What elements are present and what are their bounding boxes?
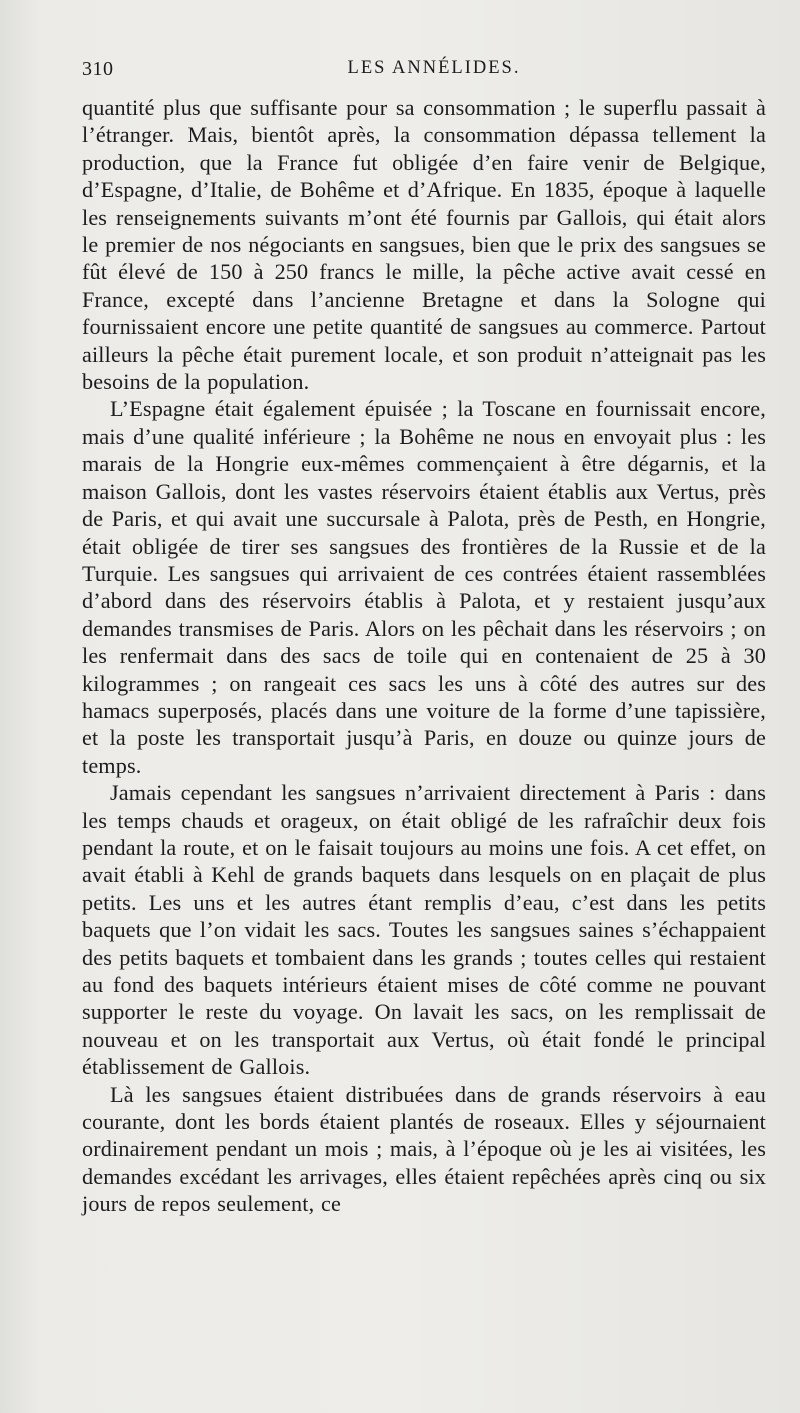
paragraph-3: Jamais cependant les sangsues n’arrivaient directement à Paris : dans les temps chauds et orageux, on était obligé de les rafraîchir deux fois pendant la route, et on le faisait toujours au moins une fois. A cet effet, on avait établi à Kehl de grands baquets dans lesquels on en plaçait de plus petits. Les uns et les autres étant remplis d’eau, c’est dans les petits baquets que l’on vidait les sacs. Toutes les sangsues saines s’échappaient des petits baquets et tombaient dans les grands ; toutes celles qui restaient au fond des baquets intérieurs étaient mises de côté comme ne pouvant supporter le reste du voyage. On lavait les sacs, on les remplissait de nouveau et on les transportait aux Vertus, où était fondé le principal établissement de Gallois. [82, 780, 766, 1080]
body-text [82, 94, 766, 1218]
page-number: 310 [82, 58, 114, 80]
running-head [82, 50, 766, 80]
paragraph-4: Là les sangsues étaient distribuées dans de grands réservoirs à eau courante, dont les bords étaient plantés de roseaux. Elles y séjournaient ordinairement pendant un mois ; mais, à l’époque où je les ai visitées, les demandes excédant les arrivages, elles étaient repêchées après cinq ou six jours de repos seulement, ce [82, 1081, 766, 1217]
paragraph-1: quantité plus que suffisante pour sa consommation ; le superflu passait à l’étranger. Mais, bientôt après, la consommation dépassa tellement la production, que la France fut obligée d’en faire venir de Belgique, d’Espagne, d’Italie, de Bohême et d’Afrique. En 1835, époque à laquelle les renseignements suivants m’ont été fournis par Gallois, qui était alors le premier de nos négociants en sangsues, bien que le prix des sangsues se fût élevé de 150 à 250 francs le mille, la pêche active avait cessé en France, excepté dans l’ancienne Bretagne et dans la Sologne qui fournissaient encore une petite quantité de sangsues au commerce. Partout ailleurs la pêche était purement locale, et son produit n’atteignait pas les besoins de la population. [82, 95, 766, 395]
paragraph-2: L’Espagne était également épuisée ; la Toscane en fournissait encore, mais d’une qualité inférieure ; la Bohême ne nous en envoyait plus : les marais de la Hongrie eux-mêmes commençaient à être dégarnis, et la maison Gallois, dont les vastes réservoirs étaient établis aux Vertus, près de Paris, et qui avait une succursale à Palota, près de Pesth, en Hongrie, était obligée de tirer ses sangsues des frontières de la Russie et de la Turquie. Les sangsues qui arrivaient de ces contrées étaient rassemblées d’abord dans des réservoirs établis à Palota, et y restaient jusqu’aux demandes transmises de Paris. Alors on les pêchait dans les réservoirs ; on les renfermait dans des sacs de toile qui en contenaient de 25 à 30 kilogrammes ; on rangeait ces sacs les uns à côté des autres sur des hamacs superposés, placés dans une voiture de la forme d’une tapissière, et la poste les transportait jusqu’à Paris, en douze ou quinze jours de temps. [82, 396, 766, 778]
running-title: LES ANNÉLIDES. [347, 58, 521, 78]
